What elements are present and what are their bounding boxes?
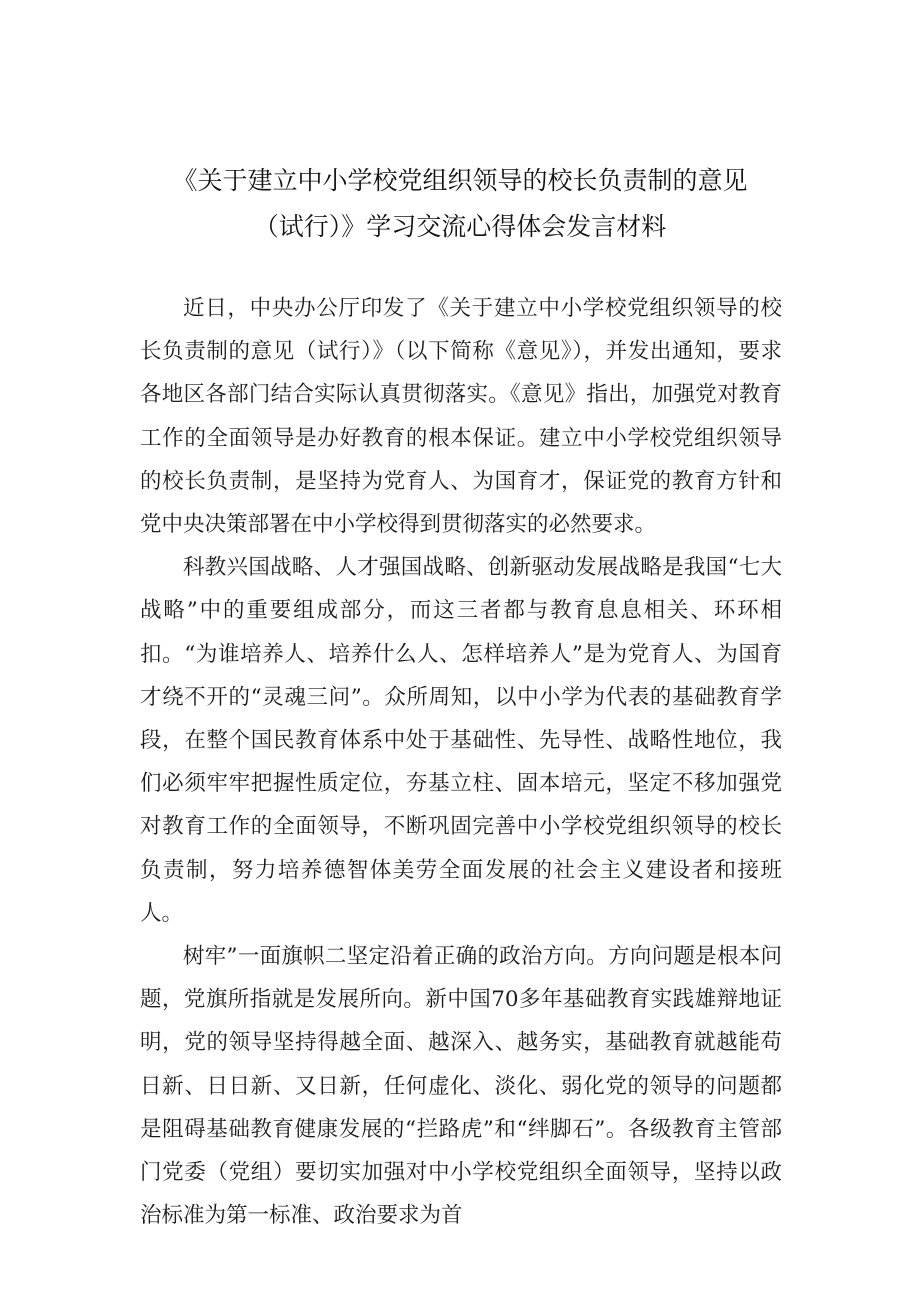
paragraph-2: 科教兴国战略、人才强国战略、创新驱动发展战略是我国“七大战略”中的重要组成部分，而这三者都与教育息息相关、环环相扣。“为谁培养人、培养什么人、怎样培养人”是为党育人、为国育才绕不开的“灵魂三问”。众所周知，以中小学为代表的基础教育学段，在整个国民教育体系中处于基础性、先导性、战略性地位，我们必须牢牢把握性质定位，夯基立柱、固本培元，坚定不移加强党对教育工作的全面领导，不断巩固完善中小学校党组织领导的校长负责制，努力培养德智体美劳全面发展的社会主义建设者和接班人。 — [140, 555, 782, 926]
document-title-line-2: （试行）》学习交流心得体会发言材料 — [253, 212, 667, 241]
document-body — [140, 287, 782, 1237]
paragraph-3: 树牢”一面旗帜二坚定沿着正确的政治方向。方向问题是根本问题，党旗所指就是发展所向。新中国70多年基础教育实践雄辩地证明，党的领导坚持得越全面、越深入、越务实，基础教育就越能苟日新、日日新、又日新，任何虚化、淡化、弱化党的领导的问题都是阻碍基础教育健康发展的“拦路虎”和“绊脚石”。各级教育主管部门党委（党组）要切实加强对中小学校党组织全面领导，坚持以政治标准为第一标准、政治要求为首 — [140, 944, 782, 1229]
document-title-line-1: 《关于建立中小学校党组织领导的校长负责制的意见 — [172, 166, 748, 195]
paragraph-1: 近日，中央办公厅印发了《关于建立中小学校党组织领导的校长负责制的意见（试行）》（以下简称《意见》），并发出通知，要求各地区各部门结合实际认真贯彻落实。《意见》指出，加强党对教育工作的全面领导是办好教育的根本保证。建立中小学校党组织领导的校长负责制，是坚持为党育人、为国育才，保证党的教育方针和党中央决策部署在中小学校得到贯彻落实的必然要求。 — [140, 296, 782, 538]
